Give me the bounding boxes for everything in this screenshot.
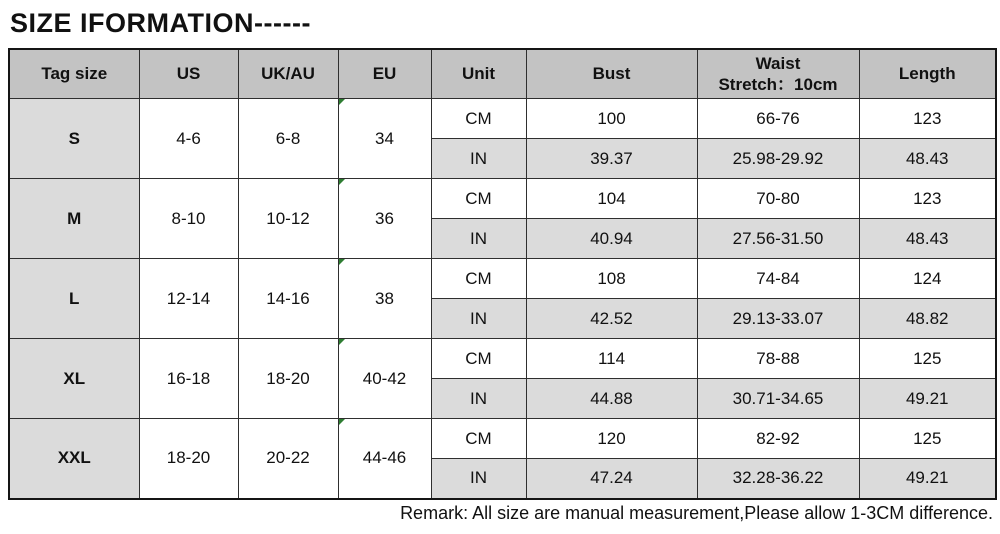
- bust-in-cell: 42.52: [526, 299, 697, 339]
- column-header-tag-size: Tag size: [9, 49, 139, 99]
- bust-cm-cell: 114: [526, 339, 697, 379]
- waist-in-cell: 25.98-29.92: [697, 139, 859, 179]
- us-size-cell: 8-10: [139, 179, 238, 259]
- unit-cm-cell: CM: [431, 339, 526, 379]
- length-in-cell: 48.43: [859, 219, 996, 259]
- bust-cm-cell: 108: [526, 259, 697, 299]
- table-row: [9, 339, 996, 379]
- length-cm-cell: 125: [859, 339, 996, 379]
- waist-in-cell: 27.56-31.50: [697, 219, 859, 259]
- uk-au-size-cell: 14-16: [238, 259, 338, 339]
- column-header-waist: [697, 49, 859, 99]
- column-header-eu: EU: [338, 49, 431, 99]
- waist-cm-cell: 66-76: [697, 99, 859, 139]
- remark-note: Remark: All size are manual measurement,Please allow 1-3CM difference.: [400, 502, 993, 523]
- unit-cm-cell: CM: [431, 419, 526, 459]
- us-size-cell: 4-6: [139, 99, 238, 179]
- table-row: [9, 419, 996, 459]
- unit-in-cell: IN: [431, 299, 526, 339]
- uk-au-size-cell: 18-20: [238, 339, 338, 419]
- column-header-unit: Unit: [431, 49, 526, 99]
- table-row: [9, 99, 996, 139]
- bust-cm-cell: 120: [526, 419, 697, 459]
- length-in-cell: 48.43: [859, 139, 996, 179]
- size-label-xl: XL: [9, 339, 139, 419]
- bust-cm-cell: 104: [526, 179, 697, 219]
- size-label-xxl: XXL: [9, 419, 139, 499]
- table-row: [9, 179, 996, 219]
- unit-in-cell: IN: [431, 459, 526, 499]
- bust-in-cell: 40.94: [526, 219, 697, 259]
- bust-cm-cell: 100: [526, 99, 697, 139]
- bust-in-cell: 39.37: [526, 139, 697, 179]
- waist-header-title: Waist: [755, 53, 801, 73]
- waist-cm-cell: 74-84: [697, 259, 859, 299]
- unit-in-cell: IN: [431, 379, 526, 419]
- column-header-bust: Bust: [526, 49, 697, 99]
- length-cm-cell: 125: [859, 419, 996, 459]
- size-label-m: M: [9, 179, 139, 259]
- waist-in-cell: 32.28-36.22: [697, 459, 859, 499]
- unit-cm-cell: CM: [431, 99, 526, 139]
- unit-cm-cell: CM: [431, 259, 526, 299]
- waist-in-cell: 29.13-33.07: [697, 299, 859, 339]
- unit-cm-cell: CM: [431, 179, 526, 219]
- column-header-length: Length: [859, 49, 996, 99]
- size-table: [8, 48, 997, 500]
- waist-in-cell: 30.71-34.65: [697, 379, 859, 419]
- column-header-us: US: [139, 49, 238, 99]
- us-size-cell: 16-18: [139, 339, 238, 419]
- us-size-cell: 12-14: [139, 259, 238, 339]
- size-label-s: S: [9, 99, 139, 179]
- length-cm-cell: 124: [859, 259, 996, 299]
- uk-au-size-cell: 10-12: [238, 179, 338, 259]
- eu-size-cell: 38: [338, 259, 431, 339]
- waist-cm-cell: 78-88: [697, 339, 859, 379]
- page-title: SIZE IFORMATION------: [10, 8, 311, 38]
- waist-cm-cell: 82-92: [697, 419, 859, 459]
- unit-in-cell: IN: [431, 219, 526, 259]
- unit-in-cell: IN: [431, 139, 526, 179]
- bust-in-cell: 44.88: [526, 379, 697, 419]
- eu-size-cell: 34: [338, 99, 431, 179]
- eu-size-cell: 44-46: [338, 419, 431, 499]
- header-row: [9, 49, 996, 99]
- bust-in-cell: 47.24: [526, 459, 697, 499]
- table-row: [9, 259, 996, 299]
- length-in-cell: 49.21: [859, 459, 996, 499]
- length-in-cell: 49.21: [859, 379, 996, 419]
- length-cm-cell: 123: [859, 99, 996, 139]
- eu-size-cell: 36: [338, 179, 431, 259]
- length-cm-cell: 123: [859, 179, 996, 219]
- column-header-uk-au: UK/AU: [238, 49, 338, 99]
- length-in-cell: 48.82: [859, 299, 996, 339]
- uk-au-size-cell: 6-8: [238, 99, 338, 179]
- waist-cm-cell: 70-80: [697, 179, 859, 219]
- waist-header-stretch-note: Stretch：10cm: [718, 74, 838, 94]
- eu-size-cell: 40-42: [338, 339, 431, 419]
- us-size-cell: 18-20: [139, 419, 238, 499]
- uk-au-size-cell: 20-22: [238, 419, 338, 499]
- size-label-l: L: [9, 259, 139, 339]
